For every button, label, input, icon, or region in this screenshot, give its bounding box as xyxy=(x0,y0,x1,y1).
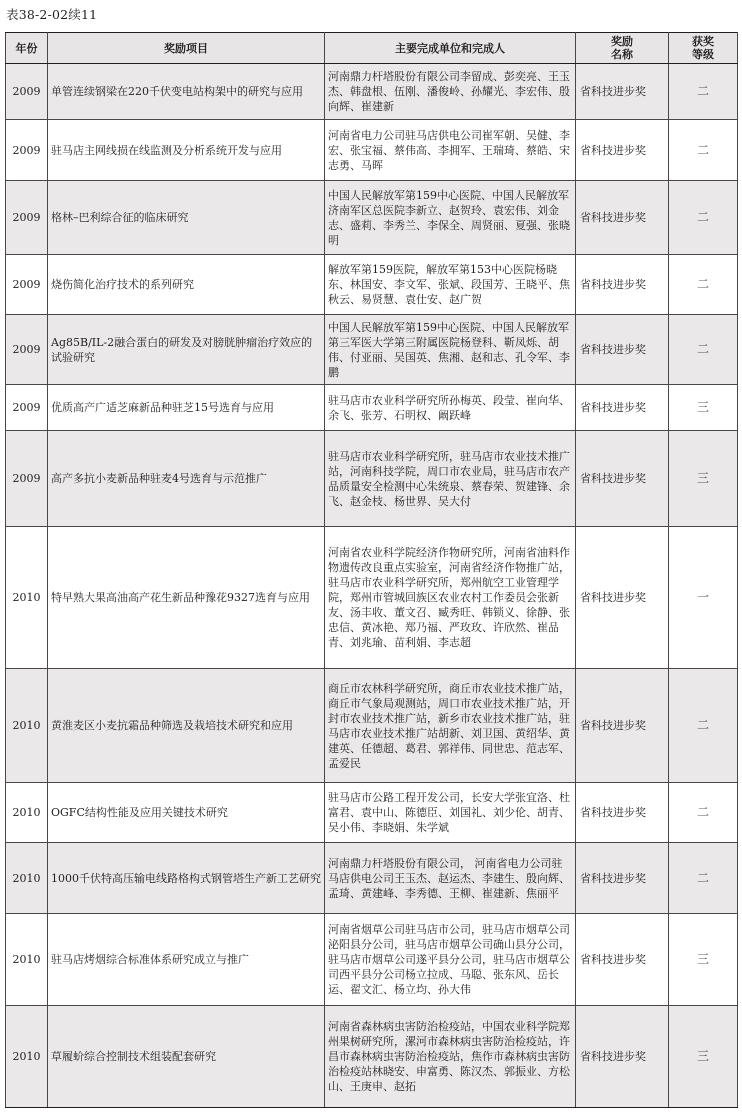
cell-units: 河南鼎力杆塔股份有限公司， 河南省电力公司驻马店供电公司王玉杰、赵运杰、李建生、殷向辉、孟琦、黄建峰、李秀德、王柳、崔建新、焦丽平 xyxy=(325,843,576,914)
cell-award: 省科技进步奖 xyxy=(576,914,669,1006)
cell-year: 2009 xyxy=(6,385,48,431)
cell-project: 黄淮麦区小麦抗霜品种筛选及栽培技术研究和应用 xyxy=(48,669,325,783)
cell-units: 解放军第159医院，解放军第153中心医院杨晓东、林国安、李文军、张斌、段国芳、王晓平、焦秋云、易贤慧、袁仕安、赵广贺 xyxy=(325,255,576,315)
cell-units: 驻马店市公路工程开发公司，长安大学张宜洛、杜富君、袁中山、陈德臣、刘国礼、刘少伦、胡青、吴小伟、李晓娟、朱学斌 xyxy=(325,783,576,843)
cell-award: 省科技进步奖 xyxy=(576,120,669,181)
cell-project: 草履蚧综合控制技术组装配套研究 xyxy=(48,1006,325,1108)
cell-level: 三 xyxy=(669,385,738,431)
cell-project: 特早熟大果高油高产花生新品种豫花9327选育与应用 xyxy=(48,527,325,669)
cell-award: 省科技进步奖 xyxy=(576,255,669,315)
cell-level: 三 xyxy=(669,431,738,527)
cell-award: 省科技进步奖 xyxy=(576,527,669,669)
cell-award: 省科技进步奖 xyxy=(576,431,669,527)
cell-units: 驻马店市农业科学研究所，驻马店市农业技术推广站，河南科技学院，周口市农业局，驻马店市农产品质量安全检测中心朱统泉、蔡春荣、贺建锋、余飞、赵金枝、杨世界、吴大付 xyxy=(325,431,576,527)
cell-year: 2010 xyxy=(6,527,48,669)
header-project: 奖励项目 xyxy=(48,33,325,64)
cell-project: 单管连续钢梁在220千伏变电站构架中的研究与应用 xyxy=(48,64,325,120)
cell-year: 2009 xyxy=(6,431,48,527)
table-row xyxy=(6,120,738,181)
table-row xyxy=(6,914,738,1006)
cell-level: 二 xyxy=(669,181,738,255)
table-row xyxy=(6,315,738,385)
cell-year: 2009 xyxy=(6,181,48,255)
cell-year: 2009 xyxy=(6,315,48,385)
header-level xyxy=(669,33,738,64)
cell-units: 河南省森林病虫害防治检疫站，中国农业科学院郑州果树研究所，漯河市森林病虫害防治检疫站，许昌市森林病虫害防治检疫站，焦作市森林病虫害防治检疫站林晓安、申富勇、陈汉杰、郭振业、方松山、王庚申、赵拓 xyxy=(325,1006,576,1108)
table-header-row xyxy=(6,33,738,64)
header-units: 主要完成单位和完成人 xyxy=(325,33,576,64)
cell-units: 中国人民解放军第159中心医院、中国人民解放军第三军医大学第三附属医院杨登科、靳凤烁、胡伟、付亚丽、吴国英、焦湘、赵和志、孔令军、李鹏 xyxy=(325,315,576,385)
cell-units: 中国人民解放军第159中心医院、中国人民解放军济南军区总医院李新立、赵贺玲、袁宏伟、刘金志、盛莉、李秀兰、李保全、周贤丽、夏强、张晓明 xyxy=(325,181,576,255)
table-row xyxy=(6,843,738,914)
cell-project: 优质高产广适芝麻新品种驻芝15号选育与应用 xyxy=(48,385,325,431)
header-year: 年份 xyxy=(6,33,48,64)
cell-level: 二 xyxy=(669,315,738,385)
cell-level: 二 xyxy=(669,669,738,783)
awards-table xyxy=(5,32,738,1108)
cell-level: 一 xyxy=(669,527,738,669)
table-row xyxy=(6,255,738,315)
header-level-line2: 等级 xyxy=(692,48,714,61)
table-row xyxy=(6,1006,738,1108)
cell-year: 2009 xyxy=(6,64,48,120)
table-row xyxy=(6,783,738,843)
cell-project: 驻马店烤烟综合标准体系研究成立与推广 xyxy=(48,914,325,1006)
cell-project: 驻马店主网线损在线监测及分析系统开发与应用 xyxy=(48,120,325,181)
table-row xyxy=(6,64,738,120)
cell-year: 2010 xyxy=(6,914,48,1006)
table-row xyxy=(6,385,738,431)
cell-project: 烧伤简化治疗技术的系列研究 xyxy=(48,255,325,315)
cell-level: 二 xyxy=(669,64,738,120)
cell-award: 省科技进步奖 xyxy=(576,315,669,385)
cell-project: Ag85B/IL-2融合蛋白的研发及对膀胱肿瘤治疗效应的试验研究 xyxy=(48,315,325,385)
table-row xyxy=(6,431,738,527)
cell-year: 2010 xyxy=(6,843,48,914)
cell-award: 省科技进步奖 xyxy=(576,385,669,431)
cell-level: 三 xyxy=(669,1006,738,1108)
cell-level: 二 xyxy=(669,120,738,181)
cell-year: 2009 xyxy=(6,255,48,315)
table-row xyxy=(6,181,738,255)
table-row xyxy=(6,527,738,669)
cell-award: 省科技进步奖 xyxy=(576,783,669,843)
cell-project: 1000千伏特高压输电线路格构式钢管塔生产新工艺研究 xyxy=(48,843,325,914)
header-award-type xyxy=(576,33,669,64)
cell-award: 省科技进步奖 xyxy=(576,181,669,255)
cell-year: 2010 xyxy=(6,783,48,843)
cell-project: 高产多抗小麦新品种驻麦4号选育与示范推广 xyxy=(48,431,325,527)
cell-award: 省科技进步奖 xyxy=(576,843,669,914)
cell-award: 省科技进步奖 xyxy=(576,669,669,783)
cell-level: 二 xyxy=(669,255,738,315)
cell-level: 二 xyxy=(669,783,738,843)
cell-units: 河南省烟草公司驻马店市公司，驻马店市烟草公司泌阳县分公司，驻马店市烟草公司确山县分公司，驻马店市烟草公司遂平县分公司，驻马店市烟草公司西平县分公司杨立拉成、马聪、张东风、岳长运、翟文汇、杨立均、孙大伟 xyxy=(325,914,576,1006)
cell-award: 省科技进步奖 xyxy=(576,64,669,120)
header-level-line1: 获奖 xyxy=(692,35,714,48)
cell-project: OGFC结构性能及应用关键技术研究 xyxy=(48,783,325,843)
cell-units: 商丘市农林科学研究所，商丘市农业技术推广站，商丘市气象局观测站，周口市农业技术推广站，开封市农业技术推广站，新乡市农业技术推广站，驻马店市农业技术推广站胡新、刘卫国、黄绍华、黄建英、任德超、葛君、郭祥伟、同世忠、范志军、孟爱民 xyxy=(325,669,576,783)
cell-award: 省科技进步奖 xyxy=(576,1006,669,1108)
cell-units: 河南鼎力杆塔股份有限公司李留成、彭奕亮、王玉杰、韩盘根、伍刚、潘俊岭、孙耀光、李宏伟、殷向辉、崔建新 xyxy=(325,64,576,120)
cell-units: 驻马店市农业科学研究所孙梅英、段莹、崔向华、余飞、张芳、石明权、阚跃峰 xyxy=(325,385,576,431)
cell-year: 2010 xyxy=(6,1006,48,1108)
cell-units: 河南省电力公司驻马店供电公司崔军朝、吴健、李宏、张宝福、蔡伟高、李拥军、王瑞琦、蔡皓、宋志勇、马晖 xyxy=(325,120,576,181)
table-caption: 表38-2-02续11 xyxy=(6,7,98,22)
cell-project: 格林–巴利综合征的临床研究 xyxy=(48,181,325,255)
cell-level: 二 xyxy=(669,843,738,914)
table-row xyxy=(6,669,738,783)
cell-year: 2010 xyxy=(6,669,48,783)
cell-level: 三 xyxy=(669,914,738,1006)
cell-year: 2009 xyxy=(6,120,48,181)
cell-units: 河南省农业科学院经济作物研究所，河南省油料作物遗传改良重点实验室，河南省经济作物推广站，驻马店市农业科学研究所，郑州航空工业管理学院，郑州市管城回族区农业农村工作委员会张新友、汤丰收、董文召、臧秀旺、韩锁义、徐静、张忠信、黄冰艳、郑乃福、严玫玫、许欣然、崔品青、刘兆瑜、苗利娟、李志超 xyxy=(325,527,576,669)
header-award-type-line2: 名称 xyxy=(611,48,633,61)
header-award-type-line1: 奖励 xyxy=(611,35,633,48)
